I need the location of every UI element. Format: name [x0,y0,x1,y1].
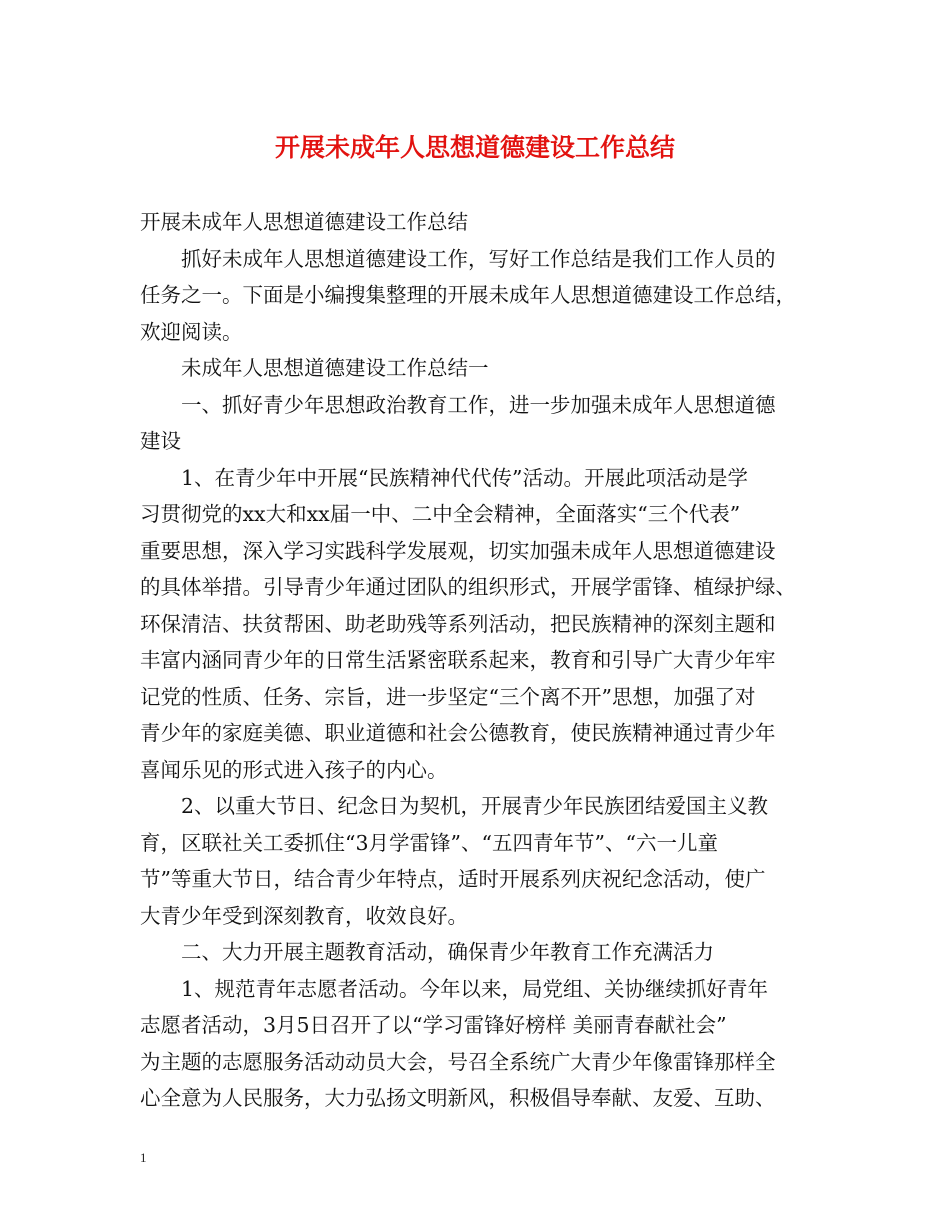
text-line: 开展未成年人思想道德建设工作总结 [140,210,468,234]
text-line: 2、以重大节日、纪念日为契机，开展青少年民族团结爱国主义教 [181,794,769,818]
text-line: 未成年人思想道德建设工作总结一 [181,356,489,380]
text-line: 育，区联社关工委抓住“3月学雷锋”、“五四青年节”、“六一儿童 [140,830,718,855]
text-line: 1、在青少年中开展“民族精神代代传”活动。开展此项活动是学 [181,465,749,490]
text-line: 的具体举措。引导青少年通过团队的组织形式，开展学雷锋、植绿护绿、 [140,575,796,599]
document-title: 开展未成年人思想道德建设工作总结 [274,133,675,162]
text-line: 心全意为人民服务，大力弘扬文明新风，积极倡导奉献、友爱、互助、 [140,1086,776,1110]
text-line: 习贯彻党的xx大和xx届一中、二中全会精神，全面落实“三个代表” [140,502,741,526]
text-line: 任务之一。下面是小编搜集整理的开展未成年人思想道德建设工作总结， [140,283,796,307]
text-line: 1、规范青年志愿者活动。今年以来，局党组、关协继续抓好青年 [181,976,769,1001]
text-line: 节”等重大节日，结合青少年特点，适时开展系列庆祝纪念活动，使广 [140,867,766,891]
text-line: 志愿者活动，3月5日召开了以“学习雷锋好榜样 美丽青春献社会” [140,1013,727,1037]
text-line: 青少年的家庭美德、职业道德和社会公德教育，使民族精神通过青少年 [140,721,776,745]
text-line: 记党的性质、任务、宗旨，进一步坚定“三个离不开”思想，加强了对 [140,684,756,709]
text-line: 环保清洁、扶贫帮困、助老助残等系列活动，把民族精神的深刻主题和 [140,611,776,636]
text-line: 一、抓好青少年思想政治教育工作，进一步加强未成年人思想道德 [181,392,776,417]
text-line: 二、大力开展主题教育活动，确保青少年教育工作充满活力 [181,940,714,964]
text-line: 喜闻乐见的形式进入孩子的内心。 [140,757,448,782]
document-body [140,204,816,1117]
text-line: 抓好未成年人思想道德建设工作，写好工作总结是我们工作人员的 [181,246,776,271]
text-line: 为主题的志愿服务活动动员大会，号召全系统广大青少年像雷锋那样全 [140,1049,776,1074]
text-line: 大青少年受到深刻教育，收效良好。 [140,903,468,928]
text-line: 重要思想，深入学习实践科学发展观，切实加强未成年人思想道德建设 [140,538,776,563]
page-number: 1 [140,1150,147,1165]
text-line: 建设 [140,429,181,453]
text-line: 欢迎阅读。 [140,319,243,344]
text-line: 丰富内涵同青少年的日常生活紧密联系起来，教育和引导广大青少年牢 [140,648,776,672]
